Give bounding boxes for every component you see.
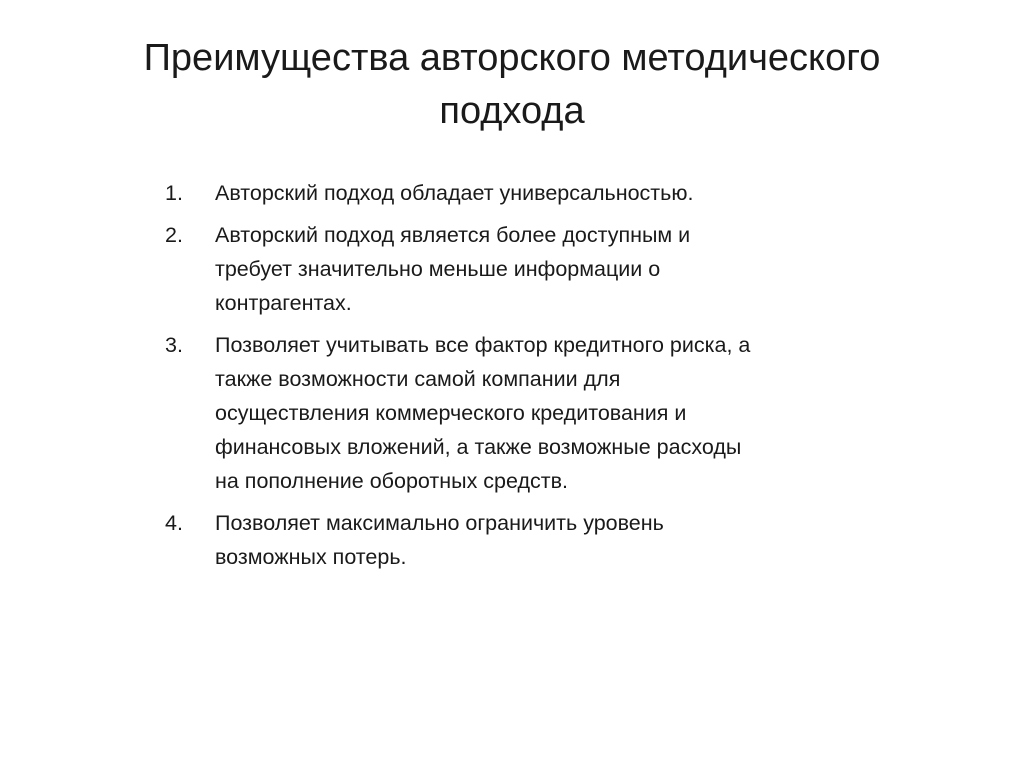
advantages-list <box>165 176 885 582</box>
list-item <box>165 506 885 574</box>
list-item-text: Позволяет учитывать все фактор кредитного риска, а также возможности самой компании для осуществления коммерческого кредитования и финансовых вложений, а также возможные расходы на пополнение оборотных средств. <box>215 333 751 493</box>
list-item <box>165 218 885 320</box>
list-item-text: Авторский подход обладает универсальностью. <box>215 181 694 205</box>
list-item-number: 2. <box>165 223 183 247</box>
list-item-text: Позволяет максимально ограничить уровень возможных потерь. <box>215 511 664 569</box>
list-item <box>165 176 885 210</box>
list-item <box>165 328 885 498</box>
list-item-number: 3. <box>165 333 183 357</box>
list-item-text: Авторский подход является более доступным и требует значительно меньше информации о контрагентах. <box>215 223 691 315</box>
list-item-number: 1. <box>165 181 183 205</box>
list-item-number: 4. <box>165 511 183 535</box>
slide-title: Преимущества авторского методического подхода <box>143 37 881 132</box>
